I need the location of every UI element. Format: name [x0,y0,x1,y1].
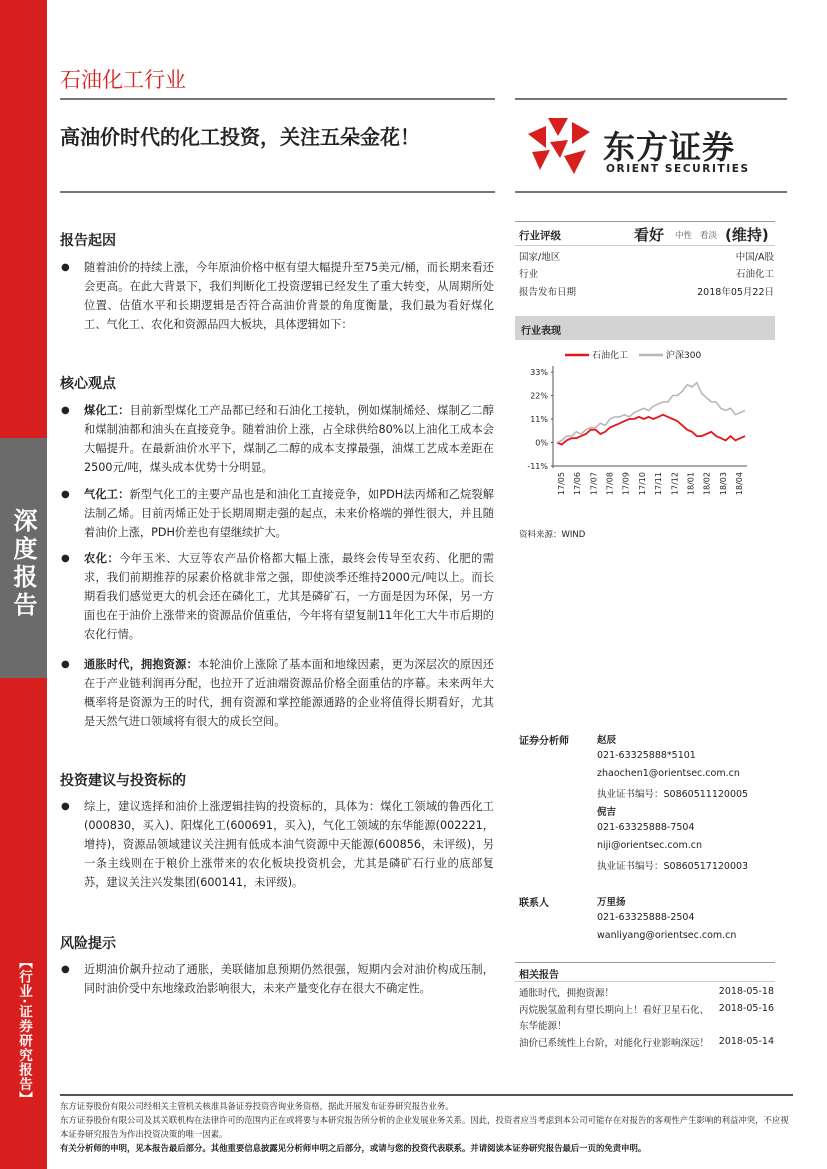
x-tick-label: 17/11 [654,472,664,496]
core-item-head: 煤化工： [84,404,130,417]
y-tick-label: -11% [527,462,548,471]
x-tick-label: 18/01 [686,472,696,496]
rating-maintain: (维持) [725,226,769,244]
core-item-head: 农化： [84,552,120,565]
related-item-date: 2018-05-16 [718,1003,774,1014]
related-item-date: 2018-05-18 [718,986,774,997]
x-tick-label: 18/04 [735,472,744,496]
bullet-icon: ● [61,262,70,273]
y-tick-label: 22% [530,391,548,401]
report-type-label: 深度报告 [9,508,37,620]
bullet-icon: ● [61,659,70,670]
rating-neutral: 中性 [675,231,693,241]
bullet-icon: ● [61,553,70,564]
x-tick-label: 18/02 [702,472,712,496]
y-tick-label: 0% [535,438,548,448]
header-rule-bottom-right [515,191,787,193]
contact-email[interactable]: wanliyang@orientsec.com.cn [597,930,737,941]
x-tick-label: 17/12 [670,472,680,496]
related-item-date: 2018-05-14 [718,1036,774,1047]
logo-mark-icon [528,118,590,174]
core-item-agri [84,549,494,644]
core-item-text: 今年玉米、大豆等农产品价格都大幅上涨，最终会传导至农药、化肥的需求，我们前期推荐的尿素价格就非常之强，即使淡季还维持2000元/吨以上。而长期看我们感觉更大的机会还在磷化工，尤其是磷矿石，一方面是因为环保，另一方面也在于油价上涨带来的资源品价值重估，今年将有望复制11年化工大牛市后期的农化行情。 [84,552,494,641]
core-item-text: 目前新型煤化工产品都已经和石油化工接轨，例如煤制烯烃、煤制乙二醇和煤制油都和油头在直接竞争。随着油价上涨，占全球供给80%以上油化工成本会大幅提升。在最新油价水平下，煤制乙二醇的成本支撑最强，油煤工艺成本差距在2500元/吨，煤头成本优势十分明显。 [84,404,494,474]
section-title-core: 核心观点 [60,376,116,392]
advice-text: 综上，建议选择和油价上涨逻辑挂钩的投资标的，具体为：煤化工领域的鲁西化工(000830，买入)、阳煤化工(600691，买入)，气化工领域的东华能源(002221，增持)，资源品领域建议关注拥有低成本油气资源中天能源(600856，未评级)，另一条主线则在于粮价上涨带来的农化板块投资机会，尤其是磷矿石行业的底部复苏，建议关注兴发集团(600141，未评级)。 [84,800,494,889]
report-category-label: 【行业·证券研究报告】 [16,955,32,1107]
header-rule-top [60,98,495,100]
footer-line-3: 有关分析师的申明，见本报告最后部分。其他重要信息披露见分析师申明之后部分，或请与您的投资代表联系。并请阅读本证券研究报告最后一页的免责申明。 [60,1143,647,1153]
core-item-text: 本轮油价上涨除了基本面和地缘因素，更为深层次的原因还在于产业链利润再分配，也拉开了近油端资源品价格全面重估的序幕。未来两年大概率将是资源为王的时代，拥有资源和掌控能源通路的企业将值得长期看好，尤其是天然气进口领域将有很大的成长空间。 [84,658,494,728]
core-item-coal [84,401,494,477]
core-item-resource [84,655,494,731]
rating-key: 国家/地区 [519,252,561,263]
analyst-name: 倪吉 [597,807,617,818]
chart-title: 行业表现 [521,326,561,337]
bullet-icon: ● [61,801,70,812]
rating-value: 中国/A股 [735,252,774,263]
logo-en: ORIENT SECURITIES [606,163,750,175]
rating-rule [515,221,775,222]
rating-value: 石油化工 [735,269,774,280]
analyst-phone: 021-63325888*5101 [597,750,696,761]
x-tick-label: 17/07 [589,472,599,496]
rating-value: 2018年05月22日 [697,287,774,298]
x-tick-label: 17/05 [557,472,566,496]
section-title-origin: 报告起因 [60,233,116,249]
analyst-name: 赵辰 [597,735,617,746]
related-rule-2 [515,981,775,982]
rating-key: 行业 [519,269,539,280]
origin-text: 随着油价的持续上涨，今年原油价格中枢有望大幅提升至75美元/桶，而长期来看还会更高。在此大背景下，我们判断化工投资逻辑已经发生了重大转变，从周期所处位置、估值水平和长期逻辑是否符合高油价背景的角度衡量，我们最为看好煤化工、气化工、农化和资源品四大板块，具体逻辑如下： [84,261,494,331]
core-item-head: 气化工： [84,488,130,501]
x-tick-label: 17/06 [573,472,583,496]
x-tick-label: 18/03 [718,472,728,496]
risk-text: 近期油价飙升拉动了通胀，美联储加息预期仍然很强，短期内会对油价构成压制，同时油价受中东地缘政治影响很大，未来产量变化存在很大不确定性。 [84,963,494,995]
related-title: 相关报告 [519,970,559,981]
contact-label: 联系人 [519,898,549,909]
industry-chart [515,344,777,524]
chart-source: 资料来源：WIND [519,530,586,540]
analyst-phone: 021-63325888-7504 [597,822,695,833]
related-item-title[interactable]: 油价已系统性上台阶，对能化行业影响深远！ [519,1038,710,1049]
rating-rule-2 [515,245,775,246]
header-rule-bottom [60,191,495,193]
analysts-label: 证券分析师 [519,736,569,747]
section-title-risk: 风险提示 [60,936,116,952]
x-tick-label: 17/10 [637,472,647,496]
y-tick-label: 33% [530,368,548,377]
contact-name: 万里扬 [597,897,626,908]
rating-label: 行业评级 [519,230,561,242]
legend-label: 石油化工 [592,351,629,361]
bullet-icon: ● [61,964,70,975]
footer-line-1: 东方证券股份有限公司经相关主管机关核准具备证券投资咨询业务资格，据此开展发布证券研究报告业务。 [60,1101,454,1111]
related-item-title[interactable]: 通胀时代，拥抱资源！ [519,988,615,999]
header-rule-top-right [515,98,787,100]
related-item-title[interactable]: 丙烷脱氢盈利有望长期向上！看好卫星石化、东华能源！ [519,1005,710,1032]
core-item-gas [84,485,494,542]
footer-rule [60,1094,793,1096]
rating-good: 看好 [634,226,665,244]
analyst-email[interactable]: niji@orientsec.com.cn [597,840,702,851]
y-tick-label: 11% [530,415,548,424]
bullet-icon: ● [61,489,70,500]
footer-line-2: 东方证券股份有限公司及其关联机构在法律许可的范围内正在或将要与本研究报告所分析的企业发展业务关系。因此，投资者应当考虑到本公司可能存在对报告的客观性产生影响的利益冲突，不应视本证券研究报告为作出投资决策的唯一因素。 [60,1115,789,1139]
analyst-cert: 执业证书编号：S0860517120003 [597,861,749,872]
core-item-head: 通胀时代，拥抱资源： [84,658,198,671]
related-rule [515,962,775,963]
analyst-email[interactable]: zhaochen1@orientsec.com.cn [597,768,740,779]
industry-heading: 石油化工行业 [60,68,186,92]
analyst-cert: 执业证书编号：S0860511120005 [597,789,749,800]
legend-label: 沪深300 [666,351,702,361]
bullet-icon: ● [61,405,70,416]
x-tick-label: 17/08 [605,472,615,496]
logo-cn: 东方证券 [603,128,736,166]
core-item-text: 新型气化工的主要产品也是和油化工直接竞争，如PDH法丙烯和乙烷裂解法制乙烯。目前丙烯正处于长期周期走强的起点，未来价格端的弹性很大，并且随着油价上涨，PDH价差也有望继续扩大。 [84,488,494,539]
section-title-advice: 投资建议与投资标的 [60,773,186,789]
rating-bad: 看淡 [700,231,718,241]
rating-key: 报告发布日期 [519,287,577,298]
x-tick-label: 17/09 [621,472,631,496]
page-title: 高油价时代的化工投资，关注五朵金花！ [60,125,420,149]
contact-phone: 021-63325888-2504 [597,912,695,923]
